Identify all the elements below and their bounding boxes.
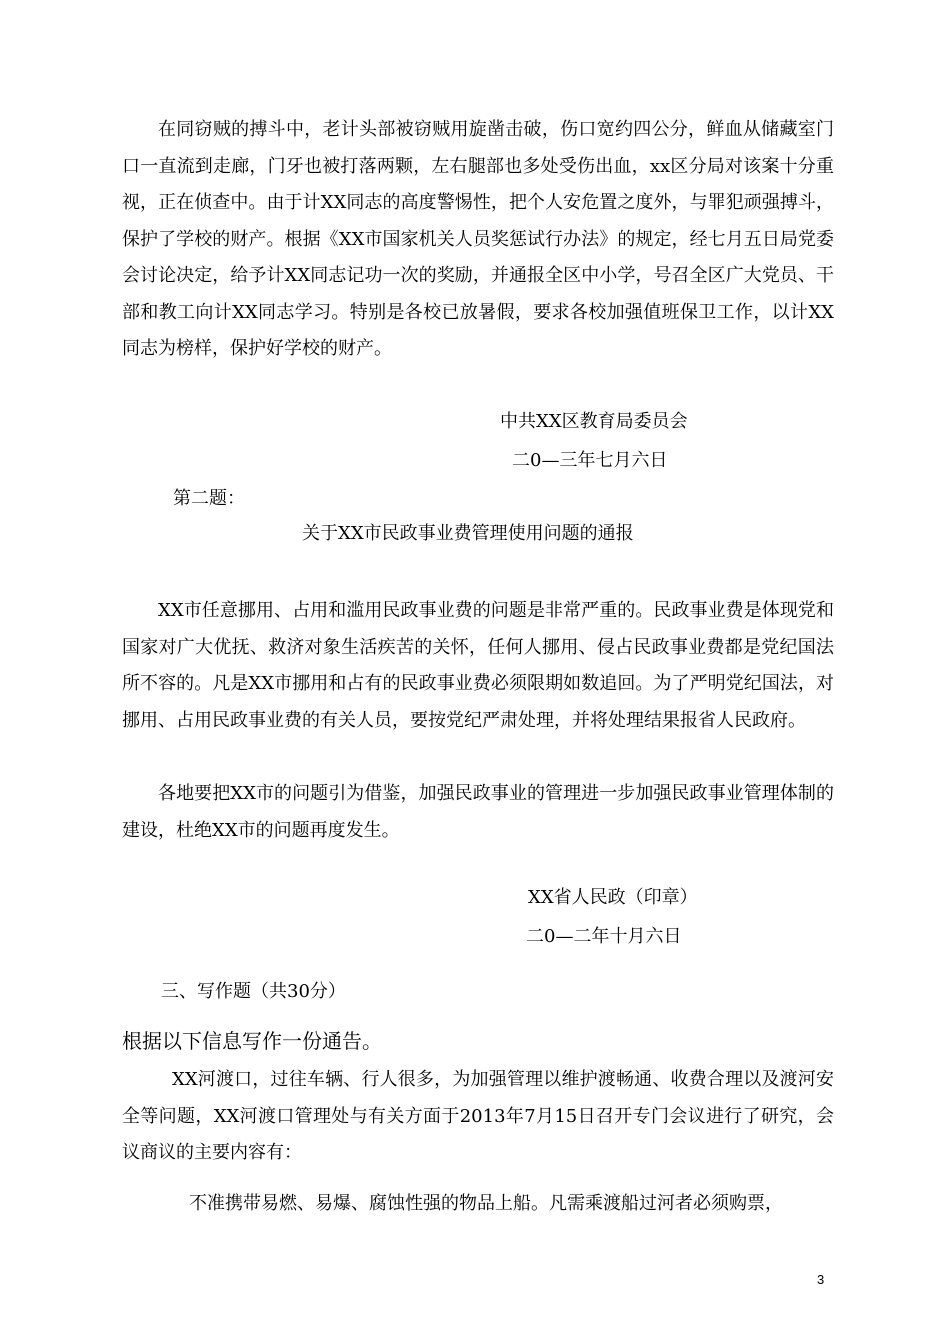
notice-signature-org: XX省人民政（印章） — [528, 887, 698, 908]
writing-section-heading: 三、写作题（共30分） — [161, 981, 346, 1002]
signature-org: 中共XX区教育局委员会 — [500, 411, 688, 432]
signature-date: 二0—三年七月六日 — [512, 450, 668, 471]
notice-paragraph-1: XX市任意挪用、占用和滥用民政事业费的问题是非常严重的。民政事业费是体现党和国家对广大优抚、救济对象生活疾苦的关怀，任何人挪用、侵占民政事业费都是党纪国法所不容的。凡是XX市挪用和占有的民政事业费必须限期如数追回。为了严明党纪国法，对挪用、占用民政事业费的有关人员，要按党纪严肃处理，并将处理结果报省人民政府。 — [122, 600, 834, 731]
notice-title: 关于XX市民政事业费管理使用问题的通报 — [302, 523, 634, 544]
writing-paragraph: XX河渡口，过往车辆、行人很多，为加强管理以维护渡畅通、收费合理以及渡河安全等问题，XX河渡口管理处与有关方面于2013年7月15日召开专门会议进行了研究，会议商议的主要内容有： — [122, 1069, 834, 1163]
paragraph-commendation: 在同窃贼的搏斗中，老计头部被窃贼用旋凿击破，伤口宽约四公分，鲜血从储藏室门口一直流到走廊，门牙也被打落两颗，左右腿部也多处受伤出血，xx区分局对该案十分重视，正在侦查中。由于计XX同志的高度警惕性，把个人安危置之度外，与罪犯顽强搏斗，保护了学校的财产。根据《XX市国家机关人员奖惩试行办法》的规定，经七月五日局党委会讨论决定，给予计XX同志记功一次的奖励，并通报全区中小学，号召全区广大党员、干部和教工向计XX同志学习。特别是各校已放暑假，要求各校加强值班保卫工作，以计XX同志为榜样，保护好学校的财产。 — [122, 119, 834, 359]
notice-paragraph-2: 各地要把XX市的问题引为借鉴，加强民政事业的管理进一步加强民政事业管理体制的建设，杜绝XX市的问题再度发生。 — [122, 783, 834, 841]
page-number: 3 — [817, 1272, 825, 1287]
writing-instruction: 根据以下信息写作一份通告。 — [122, 1029, 382, 1053]
writing-item: 不准携带易燃、易爆、腐蚀性强的物品上船。凡需乘渡船过河者必须购票， — [189, 1193, 783, 1214]
notice-signature-date: 二0—二年十月六日 — [526, 926, 682, 947]
question-heading: 第二题： — [173, 488, 245, 509]
